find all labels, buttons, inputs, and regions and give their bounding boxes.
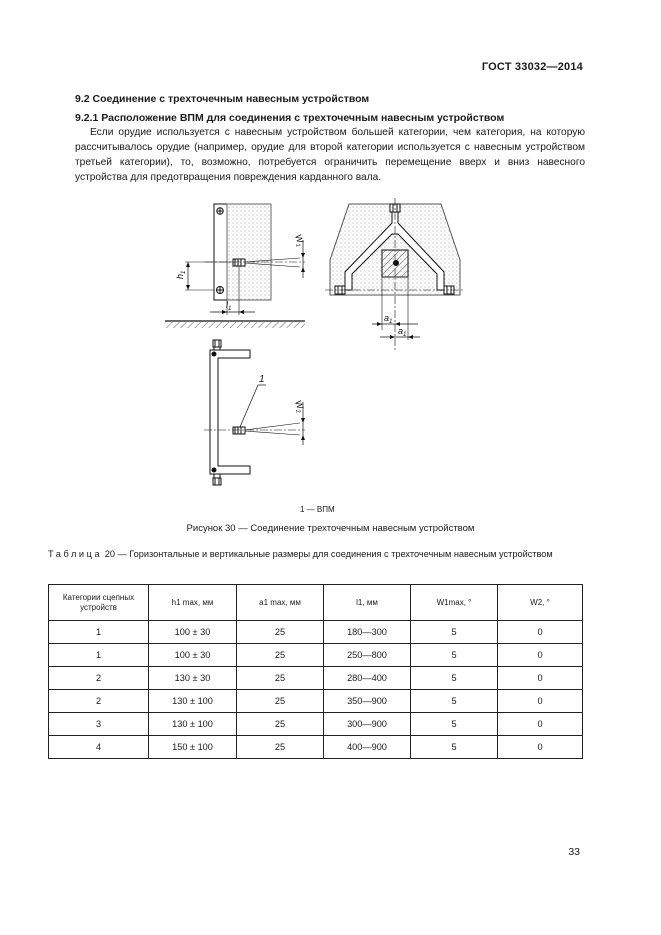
table-cell: 5 — [411, 690, 498, 713]
table-row — [49, 690, 583, 713]
a1-bottom-label: $a_1$ — [398, 326, 407, 338]
front-view — [325, 198, 465, 350]
table-cell: 25 — [237, 667, 324, 690]
table-cell: 5 — [411, 667, 498, 690]
table-cell: 130 ± 100 — [149, 713, 237, 736]
table-cell: 25 — [237, 621, 324, 644]
header-category: Категории сцепных устройств — [49, 585, 149, 621]
table-cell: 25 — [237, 713, 324, 736]
table-cell: 25 — [237, 644, 324, 667]
l1-label: $l_1$ — [226, 300, 232, 312]
subsection-heading: 9.2.1 Расположение ВПМ для соединения с трехточечным навесным устройством — [75, 112, 505, 124]
figure-30-diagram — [0, 190, 661, 520]
page-number: 33 — [568, 846, 580, 858]
table-row — [49, 713, 583, 736]
w2-label: $W_2$ — [292, 398, 306, 415]
table-cell: 100 ± 30 — [149, 621, 237, 644]
table-cell: 180—300 — [324, 621, 411, 644]
table-cell: 400—900 — [324, 736, 411, 759]
table-cell: 0 — [498, 736, 583, 759]
table-cell: 1 — [49, 644, 149, 667]
table-cell: 130 ± 100 — [149, 690, 237, 713]
table-cell: 280—400 — [324, 667, 411, 690]
table-cell: 130 ± 30 — [149, 667, 237, 690]
table-cell: 1 — [49, 621, 149, 644]
table-cell: 25 — [237, 736, 324, 759]
header-h1max: h1 max, мм — [149, 585, 237, 621]
table-cell: 5 — [411, 713, 498, 736]
table-cell: 0 — [498, 690, 583, 713]
table-caption-text: 20 — Горизонтальные и вертикальные размеры для соединения с трехточечным навесным устройством — [104, 549, 553, 559]
a1-top-label: $a_1$ — [384, 313, 393, 325]
table-cell: 3 — [49, 713, 149, 736]
table-caption — [48, 548, 583, 561]
table-caption-word: Таблица — [48, 549, 103, 559]
table-cell: 25 — [237, 690, 324, 713]
table-row — [49, 621, 583, 644]
side-view-top — [165, 204, 305, 328]
table-cell: 150 ± 100 — [149, 736, 237, 759]
body-paragraph-text: Если орудие используется с навесным устройством большей категории, чем категория, на которую рассчитывалось орудие (например, орудие для второй категории используется с навесным устройством третьей категории), то, возможно, потребуется ограничить перемещение вверх и вниз навесного устройства для предотвращения повреждения карданного вала. — [75, 127, 585, 183]
table-cell: 350—900 — [324, 690, 411, 713]
table-cell: 100 ± 30 — [149, 644, 237, 667]
table-cell: 5 — [411, 644, 498, 667]
callout-1-label: 1 — [259, 374, 265, 385]
figure-legend: 1 — ВПМ — [300, 505, 335, 514]
table-cell: 0 — [498, 644, 583, 667]
header-w1max: W1max, ° — [411, 585, 498, 621]
h1-label: $h_1$ — [175, 270, 187, 279]
table-cell: 300—900 — [324, 713, 411, 736]
dimensions-table — [48, 584, 583, 759]
table-cell: 250—800 — [324, 644, 411, 667]
table-row — [49, 644, 583, 667]
document-header: ГОСТ 33032—2014 — [481, 61, 583, 73]
table-header-row — [49, 585, 583, 621]
table-cell: 0 — [498, 713, 583, 736]
table-cell: 5 — [411, 621, 498, 644]
figure-caption: Рисунок 30 — Соединение трехточечным навесным устройством — [186, 523, 475, 534]
header-w2: W2, ° — [498, 585, 583, 621]
table-cell: 5 — [411, 736, 498, 759]
body-paragraph — [75, 125, 585, 185]
table-cell: 2 — [49, 667, 149, 690]
table-row — [49, 736, 583, 759]
table-row — [49, 667, 583, 690]
section-heading: 9.2 Соединение с трехточечным навесным устройством — [75, 93, 370, 105]
header-a1max: a1 max, мм — [237, 585, 324, 621]
table-cell: 2 — [49, 690, 149, 713]
table-cell: 0 — [498, 621, 583, 644]
table-cell: 0 — [498, 667, 583, 690]
header-l1: l1, мм — [324, 585, 411, 621]
table-cell: 4 — [49, 736, 149, 759]
side-view-bottom — [204, 340, 305, 485]
w1-label: $W_1$ — [292, 232, 306, 249]
